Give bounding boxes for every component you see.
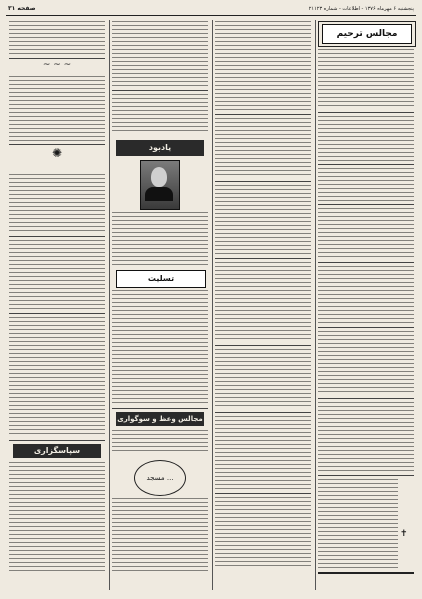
divider: [215, 181, 311, 182]
notice-text: [318, 208, 414, 260]
notice-text: [215, 262, 311, 342]
divider: [215, 114, 311, 115]
notice-text: [112, 430, 208, 454]
banner-sepasgozari: سپاسگزاری: [13, 444, 101, 458]
issue-date: پنجشنبه ۶ مهرماه ۱۳۷۶ - اطلاعات - شماره ۲۱۱۲۳: [308, 6, 414, 12]
divider: [318, 572, 414, 574]
notice-text: [215, 21, 311, 111]
divider: [318, 398, 414, 399]
divider: [318, 112, 414, 113]
banner-yadbud: یادبود: [116, 140, 204, 156]
notice-text: [9, 240, 105, 310]
divider: [318, 164, 414, 165]
notice-text: [215, 185, 311, 255]
page-header: [6, 4, 416, 14]
notice-text: [318, 331, 414, 395]
notice-text: [112, 290, 208, 406]
divider: [318, 475, 414, 476]
notice-text: [112, 498, 208, 572]
divider: [215, 493, 311, 494]
notice-text: [9, 317, 105, 437]
notice-text: [9, 76, 105, 142]
divider: [9, 313, 105, 314]
notice-text: [112, 212, 208, 266]
divider: [9, 58, 105, 59]
notice-text: [215, 416, 311, 490]
divider: [215, 258, 311, 259]
newspaper-page: [6, 4, 416, 594]
divider: [215, 345, 311, 346]
divider: [9, 440, 105, 441]
divider: [318, 262, 414, 263]
page-number: صفحه ۳۱: [8, 5, 36, 12]
calligraphy-emblem: ~ ~ ~: [42, 60, 72, 70]
notice-text: [318, 168, 414, 202]
notice-text: [9, 21, 105, 55]
notice-text: [318, 116, 414, 162]
divider: [9, 236, 105, 237]
notice-text: [112, 94, 208, 134]
notice-text: [9, 174, 105, 234]
portrait-photo: [140, 160, 180, 210]
divider: [9, 144, 105, 145]
notice-text: [215, 497, 311, 569]
banner-majales-tarhim: مجالس ترحیم: [322, 24, 412, 44]
calligraphy-emblem: ✺: [51, 146, 63, 160]
notice-text: [9, 462, 105, 572]
notice-text: [318, 479, 398, 569]
notice-text: [318, 49, 414, 109]
mosque-emblem: مسجد ...: [134, 460, 186, 496]
notice-text: [318, 266, 414, 324]
cross-icon: ✝: [400, 529, 408, 539]
notice-text: [112, 21, 208, 87]
divider: [215, 412, 311, 413]
banner-majales-vaz: مجالس وعظ و سوگواری: [116, 412, 204, 426]
divider: [112, 90, 208, 91]
notice-text: [318, 402, 414, 472]
header-rule: [6, 15, 416, 16]
notice-text: [215, 349, 311, 409]
banner-tasliyat: تسلیت: [116, 270, 206, 288]
notice-text: [215, 118, 311, 178]
divider: [318, 204, 414, 205]
divider: [318, 327, 414, 328]
divider: [112, 408, 208, 409]
